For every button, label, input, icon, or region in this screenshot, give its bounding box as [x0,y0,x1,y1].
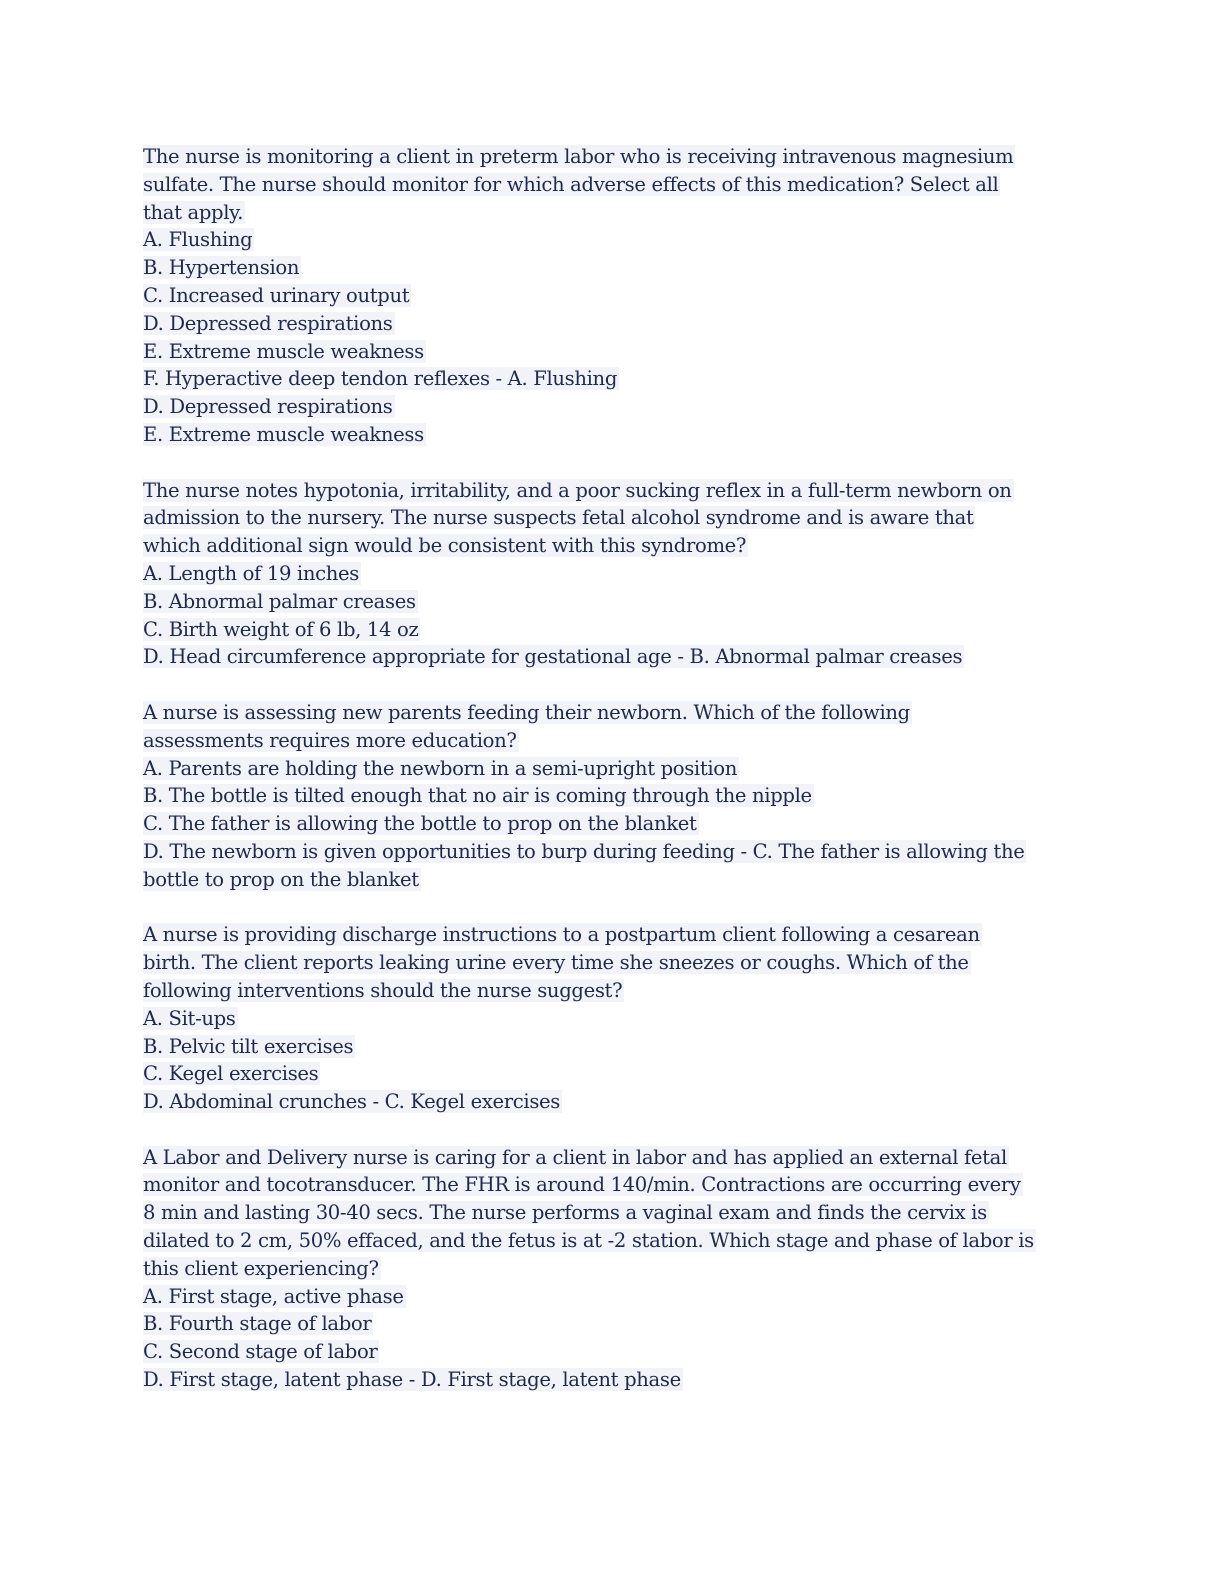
answer-option: C. The father is allowing the bottle to prop on the blanket [143,812,697,836]
question-line: 8 min and lasting 30-40 secs. The nurse performs a vaginal exam and finds the cervix is [143,1201,987,1225]
answer-option: A. Flushing [143,228,253,252]
question-line: which additional sign would be consistent with this syndrome? [143,534,747,558]
answer-option: D. The newborn is given opportunities to burp during feeding - C. The father is allowing the [143,839,1025,863]
question-block-2 [143,477,1083,672]
question-block-1 [143,143,1083,449]
question-line: birth. The client reports leaking urine every time she sneezes or coughs. Which of the [143,951,969,975]
answer-option: C. Birth weight of 6 lb, 14 oz [143,617,419,641]
question-line: admission to the nursery. The nurse suspects fetal alcohol syndrome and is aware that [143,506,974,530]
answer-option: C. Increased urinary output [143,283,410,307]
answer-option: B. Pelvic tilt exercises [143,1034,354,1058]
question-line: The nurse notes hypotonia, irritability, and a poor sucking reflex in a full-term newborn on [143,478,1012,502]
answer-option: A. Parents are holding the newborn in a semi-upright position [143,756,738,780]
answer-option: D. Depressed respirations [143,311,393,335]
answer-key: bottle to prop on the blanket [143,867,419,891]
question-line: A Labor and Delivery nurse is caring for a client in labor and has applied an external fetal [143,1145,1007,1169]
question-line: The nurse is monitoring a client in preterm labor who is receiving intravenous magnesium [143,145,1014,168]
answer-option: D. Head circumference appropriate for gestational age - B. Abnormal palmar creases [143,645,963,669]
answer-option: E. Extreme muscle weakness [143,339,424,363]
answer-option: B. Abnormal palmar creases [143,589,416,613]
answer-option: C. Kegel exercises [143,1062,319,1086]
question-line: that apply. [143,200,244,224]
answer-option: B. The bottle is tilted enough that no air is coming through the nipple [143,784,812,808]
question-line: sulfate. The nurse should monitor for which adverse effects of this medication? Select all [143,172,999,196]
answer-option: F. Hyperactive deep tendon reflexes - A. Flushing [143,367,618,391]
answer-option: D. First stage, latent phase - D. First stage, latent phase [143,1368,681,1392]
question-line: dilated to 2 cm, 50% effaced, and the fetus is at -2 station. Which stage and phase of labor is [143,1229,1034,1253]
answer-option: B. Hypertension [143,256,300,280]
answer-option: A. Length of 19 inches [143,561,359,585]
answer-option: B. Fourth stage of labor [143,1312,372,1336]
answer-key: E. Extreme muscle weakness [143,422,424,446]
question-line: assessments requires more education? [143,728,517,752]
question-block-5 [143,1144,1083,1394]
question-line: A nurse is assessing new parents feeding their newborn. Which of the following [143,700,910,724]
answer-option: A. Sit-ups [143,1006,236,1030]
question-line: A nurse is providing discharge instructions to a postpartum client following a cesarean [143,923,980,947]
question-line: this client experiencing? [143,1256,379,1280]
question-line: monitor and tocotransducer. The FHR is around 140/min. Contractions are occurring every [143,1173,1021,1197]
answer-option: C. Second stage of labor [143,1340,378,1364]
question-block-3 [143,699,1083,894]
question-line: following interventions should the nurse suggest? [143,978,623,1002]
question-block-4 [143,921,1083,1116]
answer-key: D. Depressed respirations [143,395,393,419]
answer-option: D. Abdominal crunches - C. Kegel exercises [143,1090,560,1114]
document-page [143,143,1083,1422]
answer-option: A. First stage, active phase [143,1284,404,1308]
